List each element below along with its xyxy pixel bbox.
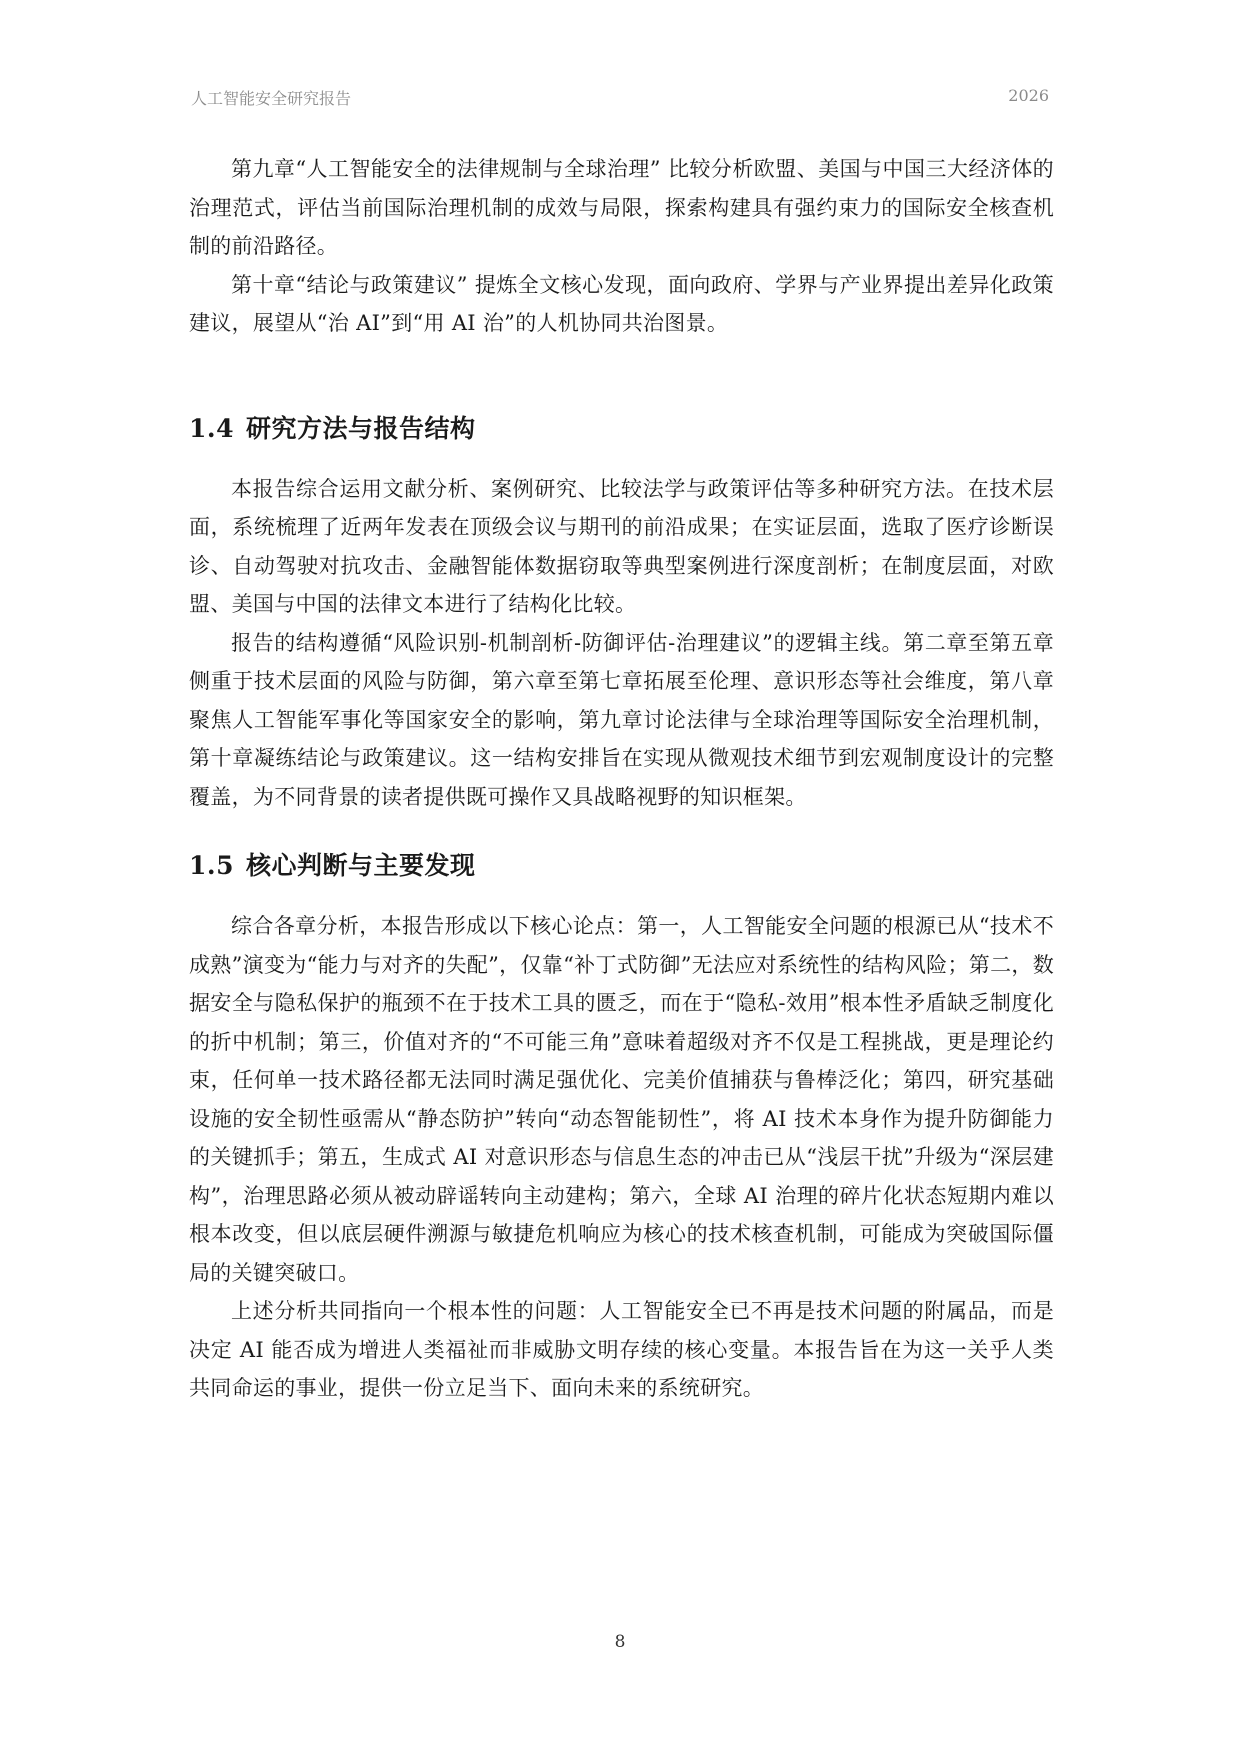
paragraph-chapter9: 第九章“人工智能安全的法律规制与全球治理” 比较分析欧盟、美国与中国三大经济体的治理范式，评估当前国际治理机制的成效与局限，探索构建具有强约束力的国际安全核查机制的前沿路径。: [189, 157, 1054, 258]
header-year: 2026: [1008, 86, 1049, 105]
section-number: 1.5: [189, 851, 234, 880]
paragraph-chapter10: 第十章“结论与政策建议” 提炼全文核心发现，面向政府、学界与产业界提出差异化政策建议，展望从“治 AI”到“用 AI 治”的人机协同共治图景。: [189, 272, 1054, 335]
section-heading-1-5: [189, 849, 1054, 883]
running-header: [191, 86, 1049, 110]
page-number: 8: [614, 1632, 626, 1652]
paragraph-core-findings: 综合各章分析，本报告形成以下核心论点：第一，人工智能安全问题的根源已从“技术不成熟”演变为“能力与对齐的失配”，仅靠“补丁式防御”无法应对系统性的结构风险；第二，数据安全与隐私保护的瓶颈不在于技术工具的匮乏，而在于“隐私-效用”根本性矛盾缺乏制度化的折中机制；第三，价值对齐的“不可能三角”意味着超级对齐不仅是工程挑战，更是理论约束，任何单一技术路径都无法同时满足强优化、完美价值捕获与鲁棒泛化；第四，研究基础设施的安全韧性亟需从“静态防护”转向“动态智能韧性”，将 AI 技术本身作为提升防御能力的关键抓手；第五，生成式 AI 对意识形态与信息生态的冲击已从“浅层干扰”升级为“深层建构”，治理思路必须从被动辟谣转向主动建构；第六，全球 AI 治理的碎片化状态短期内难以根本改变，但以底层硬件溯源与敏捷危机响应为核心的技术核查机制，可能成为突破国际僵局的关键突破口。: [189, 914, 1054, 1285]
paragraph-structure: 报告的结构遵循“风险识别-机制剖析-防御评估-治理建议”的逻辑主线。第二章至第五章侧重于技术层面的风险与防御，第六章至第七章拓展至伦理、意识形态等社会维度，第八章聚焦人工智能军事化等国家安全的影响，第九章讨论法律与全球治理等国际安全治理机制，第十章凝练结论与政策建议。这一结构安排旨在实现从微观技术细节到宏观制度设计的完整覆盖，为不同背景的读者提供既可操作又具战略视野的知识框架。: [189, 630, 1054, 809]
section-title: 核心判断与主要发现: [246, 851, 476, 880]
paragraph-conclusion: 上述分析共同指向一个根本性的问题：人工智能安全已不再是技术问题的附属品，而是决定 AI 能否成为增进人类福祉而非威胁文明存续的核心变量。本报告旨在为这一关乎人类共同命运的事业，提供一份立足当下、面向未来的系统研究。: [189, 1299, 1054, 1400]
section-heading-1-4: [189, 412, 1054, 446]
page-content: [189, 150, 1054, 1408]
header-title: 人工智能安全研究报告: [191, 89, 352, 108]
paragraph-methods: 本报告综合运用文献分析、案例研究、比较法学与政策评估等多种研究方法。在技术层面，系统梳理了近两年发表在顶级会议与期刊的前沿成果；在实证层面，选取了医疗诊断误诊、自动驾驶对抗攻击、金融智能体数据窃取等典型案例进行深度剖析；在制度层面，对欧盟、美国与中国的法律文本进行了结构化比较。: [189, 476, 1054, 616]
section-title: 研究方法与报告结构: [246, 413, 476, 443]
section-number: 1.4: [189, 413, 234, 443]
